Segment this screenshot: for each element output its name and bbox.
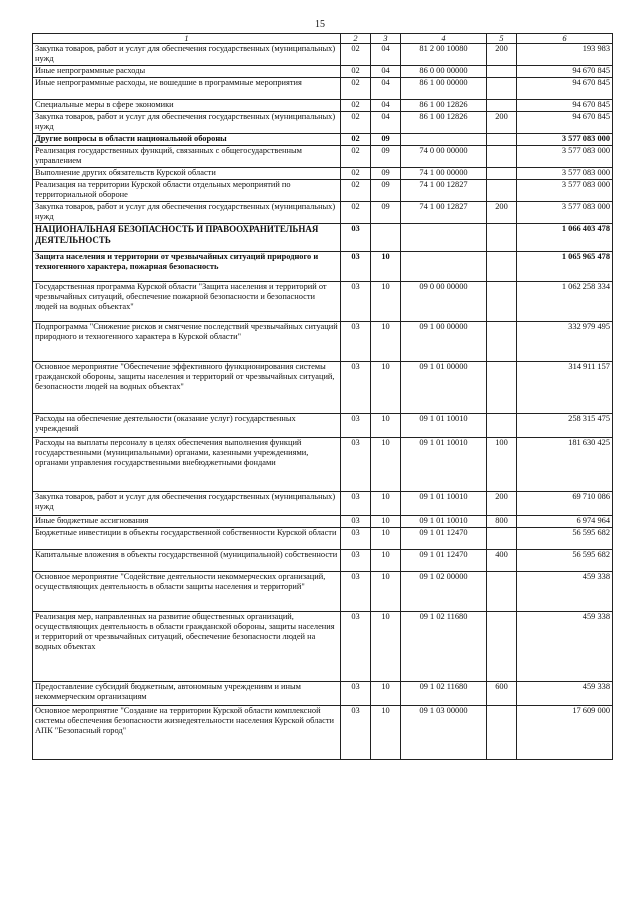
- section-cell: 02: [341, 134, 371, 146]
- subsection-cell: 09: [371, 180, 401, 202]
- row-name-cell: Подпрограмма "Снижение рисков и смягчение последствий чрезвычайных ситуаций природного и техногенного характера в Курской области": [33, 322, 341, 362]
- subsection-cell: [371, 224, 401, 252]
- section-cell: 02: [341, 44, 371, 66]
- target-code-cell: 74 1 00 12827: [401, 180, 487, 202]
- subsection-cell: 10: [371, 362, 401, 414]
- expense-type-cell: 200: [487, 492, 517, 516]
- subsection-cell: 09: [371, 168, 401, 180]
- section-cell: 03: [341, 572, 371, 612]
- section-cell: 03: [341, 706, 371, 760]
- row-name-cell: Иные бюджетные ассигнования: [33, 516, 341, 528]
- row-name-cell: Основное мероприятие "Создание на территории Курской области комплексной системы обеспечения безопасности жизнедеятельности населения Курской области АПК "Безопасный город": [33, 706, 341, 760]
- expense-type-cell: 800: [487, 516, 517, 528]
- target-code-cell: 09 1 01 12470: [401, 550, 487, 572]
- column-header: 4: [401, 34, 487, 44]
- section-cell: 02: [341, 180, 371, 202]
- target-code-cell: [401, 252, 487, 282]
- subsection-cell: 10: [371, 612, 401, 682]
- target-code-cell: 09 1 03 00000: [401, 706, 487, 760]
- row-name-cell: Предоставление субсидий бюджетным, автономным учреждениям и иным некоммерческим организациям: [33, 682, 341, 706]
- subsection-cell: 04: [371, 44, 401, 66]
- row-name-cell: Иные непрограммные расходы: [33, 66, 341, 78]
- expense-type-cell: [487, 134, 517, 146]
- row-name-cell: НАЦИОНАЛЬНАЯ БЕЗОПАСНОСТЬ И ПРАВООХРАНИТЕЛЬНАЯ ДЕЯТЕЛЬНОСТЬ: [33, 224, 341, 252]
- table-row: [33, 706, 613, 760]
- section-cell: 03: [341, 682, 371, 706]
- subsection-cell: 09: [371, 146, 401, 168]
- subsection-cell: 10: [371, 516, 401, 528]
- column-header: 5: [487, 34, 517, 44]
- amount-cell: 258 315 475: [517, 414, 613, 438]
- expense-type-cell: 400: [487, 550, 517, 572]
- target-code-cell: 09 1 02 00000: [401, 572, 487, 612]
- target-code-cell: 74 1 00 12827: [401, 202, 487, 224]
- target-code-cell: 86 1 00 12826: [401, 112, 487, 134]
- column-header: 1: [33, 34, 341, 44]
- amount-cell: 94 670 845: [517, 78, 613, 100]
- section-cell: 03: [341, 550, 371, 572]
- expense-type-cell: 200: [487, 112, 517, 134]
- table-row: [33, 414, 613, 438]
- amount-cell: 3 577 083 000: [517, 168, 613, 180]
- table-row: [33, 224, 613, 252]
- column-header: 6: [517, 34, 613, 44]
- target-code-cell: [401, 224, 487, 252]
- target-code-cell: 09 1 01 10010: [401, 516, 487, 528]
- table-row: [33, 112, 613, 134]
- amount-cell: 94 670 845: [517, 100, 613, 112]
- expense-type-cell: [487, 612, 517, 682]
- section-cell: 03: [341, 528, 371, 550]
- target-code-cell: 86 1 00 12826: [401, 100, 487, 112]
- row-name-cell: Другие вопросы в области национальной обороны: [33, 134, 341, 146]
- row-name-cell: Закупка товаров, работ и услуг для обеспечения государственных (муниципальных) нужд: [33, 44, 341, 66]
- section-cell: 03: [341, 252, 371, 282]
- expense-type-cell: [487, 78, 517, 100]
- row-name-cell: Иные непрограммные расходы, не вошедшие в программные мероприятия: [33, 78, 341, 100]
- row-name-cell: Выполнение других обязательств Курской области: [33, 168, 341, 180]
- amount-cell: 17 609 000: [517, 706, 613, 760]
- target-code-cell: 86 0 00 00000: [401, 66, 487, 78]
- table-row: [33, 66, 613, 78]
- target-code-cell: 09 1 01 10010: [401, 492, 487, 516]
- expense-type-cell: 100: [487, 438, 517, 492]
- expense-type-cell: [487, 146, 517, 168]
- expense-type-cell: [487, 168, 517, 180]
- subsection-cell: 10: [371, 414, 401, 438]
- subsection-cell: 10: [371, 706, 401, 760]
- table-row: [33, 362, 613, 414]
- row-name-cell: Реализация государственных функций, связанных с общегосударственным управлением: [33, 146, 341, 168]
- column-header: 2: [341, 34, 371, 44]
- row-name-cell: Реализация на территории Курской области отдельных мероприятий по территориальной обороне: [33, 180, 341, 202]
- expense-type-cell: [487, 528, 517, 550]
- subsection-cell: 10: [371, 550, 401, 572]
- amount-cell: 3 577 083 000: [517, 146, 613, 168]
- row-name-cell: Закупка товаров, работ и услуг для обеспечения государственных (муниципальных) нужд: [33, 202, 341, 224]
- target-code-cell: 09 1 01 10010: [401, 438, 487, 492]
- subsection-cell: 04: [371, 78, 401, 100]
- expense-type-cell: [487, 252, 517, 282]
- subsection-cell: 10: [371, 528, 401, 550]
- row-name-cell: Специальные меры в сфере экономики: [33, 100, 341, 112]
- subsection-cell: 04: [371, 112, 401, 134]
- section-cell: 03: [341, 224, 371, 252]
- table-row: [33, 572, 613, 612]
- expense-type-cell: [487, 180, 517, 202]
- budget-table: [32, 33, 613, 760]
- table-row: [33, 78, 613, 100]
- expense-type-cell: 200: [487, 202, 517, 224]
- amount-cell: 6 974 964: [517, 516, 613, 528]
- row-name-cell: Основное мероприятие "Содействие деятельности некоммерческих организаций, осуществляющих деятельность в области защиты населения и территорий": [33, 572, 341, 612]
- subsection-cell: 10: [371, 572, 401, 612]
- amount-cell: 459 338: [517, 572, 613, 612]
- subsection-cell: 09: [371, 202, 401, 224]
- target-code-cell: 74 0 00 00000: [401, 146, 487, 168]
- table-row: [33, 322, 613, 362]
- expense-type-cell: 200: [487, 44, 517, 66]
- amount-cell: 1 066 403 478: [517, 224, 613, 252]
- target-code-cell: 86 1 00 00000: [401, 78, 487, 100]
- target-code-cell: 09 0 00 00000: [401, 282, 487, 322]
- amount-cell: 3 577 083 000: [517, 180, 613, 202]
- amount-cell: 314 911 157: [517, 362, 613, 414]
- target-code-cell: 09 1 01 00000: [401, 362, 487, 414]
- amount-cell: 193 983: [517, 44, 613, 66]
- table-row: [33, 146, 613, 168]
- row-name-cell: Бюджетные инвестиции в объекты государственной собственности Курской области: [33, 528, 341, 550]
- row-name-cell: Реализация мер, направленных на развитие общественных организаций, осуществляющих деятельность в области гражданской обороны, защиты населения и территорий от чрезвычайных ситуаций, обеспечение безопасности людей на водных объектах: [33, 612, 341, 682]
- amount-cell: 332 979 495: [517, 322, 613, 362]
- subsection-cell: 10: [371, 438, 401, 492]
- subsection-cell: 10: [371, 682, 401, 706]
- target-code-cell: [401, 134, 487, 146]
- amount-cell: 181 630 425: [517, 438, 613, 492]
- table-row: [33, 100, 613, 112]
- expense-type-cell: [487, 100, 517, 112]
- expense-type-cell: [487, 706, 517, 760]
- amount-cell: 3 577 083 000: [517, 202, 613, 224]
- subsection-cell: 04: [371, 66, 401, 78]
- section-cell: 02: [341, 168, 371, 180]
- amount-cell: 56 595 682: [517, 528, 613, 550]
- section-cell: 03: [341, 516, 371, 528]
- row-name-cell: Закупка товаров, работ и услуг для обеспечения государственных (муниципальных) нужд: [33, 492, 341, 516]
- row-name-cell: Защита населения и территории от чрезвычайных ситуаций природного и техногенного характера, пожарная безопасность: [33, 252, 341, 282]
- column-header: 3: [371, 34, 401, 44]
- subsection-cell: 09: [371, 134, 401, 146]
- expense-type-cell: [487, 362, 517, 414]
- target-code-cell: 09 1 02 11680: [401, 682, 487, 706]
- target-code-cell: 09 1 02 11680: [401, 612, 487, 682]
- row-name-cell: Капитальные вложения в объекты государственной (муниципальной) собственности: [33, 550, 341, 572]
- target-code-cell: 81 2 00 10080: [401, 44, 487, 66]
- amount-cell: 94 670 845: [517, 112, 613, 134]
- row-name-cell: Расходы на выплаты персоналу в целях обеспечения выполнения функций государственными (муниципальными) органами, казенными учреждениями, органами управления государственными внебюджетными фондами: [33, 438, 341, 492]
- section-cell: 03: [341, 492, 371, 516]
- section-cell: 02: [341, 100, 371, 112]
- section-cell: 03: [341, 414, 371, 438]
- expense-type-cell: 600: [487, 682, 517, 706]
- table-row: [33, 168, 613, 180]
- amount-cell: 1 065 965 478: [517, 252, 613, 282]
- table-row: [33, 516, 613, 528]
- table-row: [33, 550, 613, 572]
- table-row: [33, 134, 613, 146]
- amount-cell: 1 062 258 334: [517, 282, 613, 322]
- amount-cell: 3 577 083 000: [517, 134, 613, 146]
- amount-cell: 94 670 845: [517, 66, 613, 78]
- section-cell: 02: [341, 78, 371, 100]
- table-row: [33, 252, 613, 282]
- subsection-cell: 10: [371, 252, 401, 282]
- section-cell: 02: [341, 146, 371, 168]
- table-row: [33, 202, 613, 224]
- table-row: [33, 682, 613, 706]
- target-code-cell: 09 1 01 12470: [401, 528, 487, 550]
- target-code-cell: 74 1 00 00000: [401, 168, 487, 180]
- table-row: [33, 44, 613, 66]
- expense-type-cell: [487, 414, 517, 438]
- page-number: 15: [315, 19, 325, 30]
- section-cell: 02: [341, 112, 371, 134]
- amount-cell: 459 338: [517, 612, 613, 682]
- section-cell: 02: [341, 202, 371, 224]
- expense-type-cell: [487, 224, 517, 252]
- target-code-cell: 09 1 01 10010: [401, 414, 487, 438]
- table-row: [33, 438, 613, 492]
- expense-type-cell: [487, 66, 517, 78]
- subsection-cell: 10: [371, 282, 401, 322]
- table-row: [33, 180, 613, 202]
- section-cell: 02: [341, 66, 371, 78]
- subsection-cell: 04: [371, 100, 401, 112]
- section-cell: 03: [341, 282, 371, 322]
- column-number-row: [33, 34, 613, 44]
- section-cell: 03: [341, 322, 371, 362]
- expense-type-cell: [487, 322, 517, 362]
- table-row: [33, 492, 613, 516]
- expense-type-cell: [487, 282, 517, 322]
- expense-type-cell: [487, 572, 517, 612]
- subsection-cell: 10: [371, 322, 401, 362]
- table-row: [33, 612, 613, 682]
- row-name-cell: Расходы на обеспечение деятельности (оказание услуг) государственных учреждений: [33, 414, 341, 438]
- row-name-cell: Закупка товаров, работ и услуг для обеспечения государственных (муниципальных) нужд: [33, 112, 341, 134]
- section-cell: 03: [341, 612, 371, 682]
- amount-cell: 56 595 682: [517, 550, 613, 572]
- table-row: [33, 528, 613, 550]
- section-cell: 03: [341, 438, 371, 492]
- row-name-cell: Государственная программа Курской области "Защита населения и территорий от чрезвычайных ситуаций, обеспечение пожарной безопасности и безопасности людей на водных объектах": [33, 282, 341, 322]
- row-name-cell: Основное мероприятие "Обеспечение эффективного функционирования системы гражданской обороны, защиты населения и территорий от чрезвычайных ситуаций, безопасности людей на водных объектах": [33, 362, 341, 414]
- table-row: [33, 282, 613, 322]
- subsection-cell: 10: [371, 492, 401, 516]
- section-cell: 03: [341, 362, 371, 414]
- amount-cell: 69 710 086: [517, 492, 613, 516]
- target-code-cell: 09 1 00 00000: [401, 322, 487, 362]
- amount-cell: 459 338: [517, 682, 613, 706]
